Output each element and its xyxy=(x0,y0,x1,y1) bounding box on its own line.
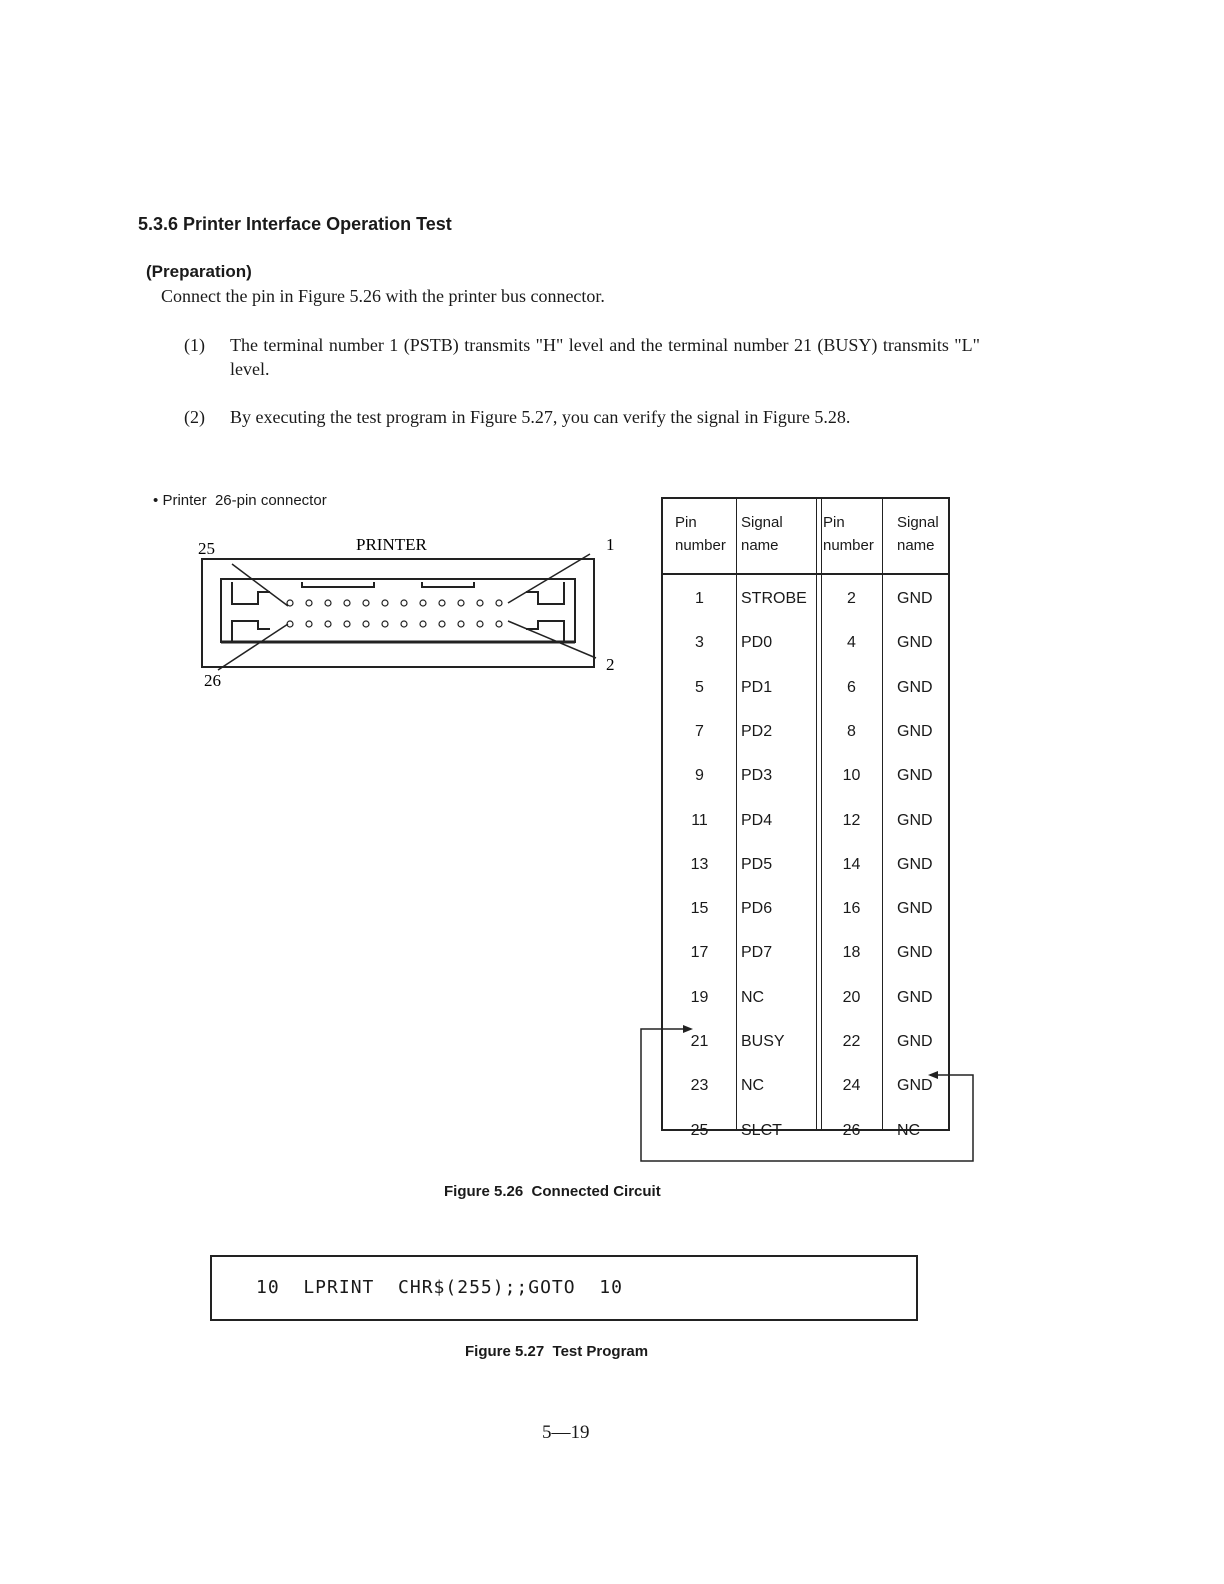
step-number: (2) xyxy=(184,407,205,427)
test-program-code: 10 LPRINT CHR$(255);;GOTO 10 xyxy=(256,1277,623,1298)
pin-number-cell: 22 xyxy=(842,1033,861,1050)
arrow-to-pin-21 xyxy=(683,1025,693,1033)
pin-number-cell: 9 xyxy=(695,767,704,785)
pin-hole xyxy=(458,600,464,606)
pin-hole xyxy=(496,621,502,627)
signal-name-cell: NC xyxy=(897,1121,921,1139)
signal-name-cell: GND xyxy=(897,590,933,607)
signal-name-cell: GND xyxy=(897,722,933,740)
pin-number-cell: 4 xyxy=(847,634,856,652)
pin-number-cell: 10 xyxy=(842,767,861,785)
preparation-text: Connect the pin in Figure 5.26 with the printer bus connector. xyxy=(161,286,605,306)
pin-number-cell: 2 xyxy=(847,590,856,607)
latch-bottom-left xyxy=(232,621,270,641)
signal-name-cell: GND xyxy=(897,1033,933,1050)
signal-name-cell: GND xyxy=(897,767,933,785)
signal-name-cell: GND xyxy=(897,1077,933,1095)
signal-name-cell: GND xyxy=(897,634,933,652)
signal-name-cell: STROBE xyxy=(741,590,807,607)
pin-number-cell: 5 xyxy=(695,678,704,696)
latch-top-right xyxy=(526,582,564,604)
pin-label-25: 25 xyxy=(198,539,215,558)
pin-hole xyxy=(382,621,388,627)
signal-name-cell: PD5 xyxy=(741,855,773,873)
pin-label-26: 26 xyxy=(204,671,221,690)
pin-number-cell: 15 xyxy=(690,900,709,918)
header-signal-name-2: Signal name xyxy=(897,514,939,554)
pin-hole xyxy=(420,600,426,606)
step-text: The terminal number 1 (PSTB) transmits "H" level and the terminal number 21 (BUSY) transmits "L" level. xyxy=(230,335,980,379)
connector-caption-text: Printer 26-pin connector xyxy=(162,492,327,509)
pin-hole xyxy=(382,600,388,606)
key-slot-left xyxy=(302,582,374,587)
pin-hole xyxy=(344,600,350,606)
pin-number-cell: 7 xyxy=(695,722,704,740)
pin-number-cell: 3 xyxy=(695,634,704,652)
pin-number-cell: 6 xyxy=(847,678,856,696)
signal-name-cell: NC xyxy=(741,1077,765,1095)
test-program-box xyxy=(210,1255,918,1321)
leader-2 xyxy=(508,621,596,658)
pin-hole xyxy=(439,600,445,606)
pin-label-2: 2 xyxy=(606,655,615,674)
step-number: (1) xyxy=(184,335,205,355)
signal-name-cell: PD0 xyxy=(741,634,773,652)
pin-number-cell: 12 xyxy=(842,811,861,829)
figure-5-26-caption: Figure 5.26 Connected Circuit xyxy=(444,1183,661,1200)
signal-name-cell: GND xyxy=(897,944,933,962)
pin-number-cell: 18 xyxy=(842,944,861,962)
signal-name-cell: PD3 xyxy=(741,767,773,785)
signal-name-cell: PD4 xyxy=(741,811,773,829)
pin-number-cell: 8 xyxy=(847,722,856,740)
pin-hole xyxy=(401,621,407,627)
signal-name-cell: GND xyxy=(897,988,933,1006)
pin-number-cell: 11 xyxy=(691,811,708,829)
pin-hole xyxy=(306,621,312,627)
key-slot-right xyxy=(422,582,474,587)
signal-name-cell: GND xyxy=(897,900,933,918)
pin-number-cell: 13 xyxy=(690,855,709,873)
pin-number-cell: 1 xyxy=(695,590,704,607)
pin-number-cell: 20 xyxy=(842,988,861,1006)
leader-25 xyxy=(232,564,288,606)
page-number: 5—19 xyxy=(542,1422,590,1443)
signal-name-cell: BUSY xyxy=(741,1033,785,1050)
header-pin-number-1: Pin number xyxy=(675,514,726,554)
signal-name-cell: SLCT xyxy=(741,1121,782,1139)
pin-hole xyxy=(325,621,331,627)
pin-hole xyxy=(344,621,350,627)
pin-hole xyxy=(439,621,445,627)
pin-hole xyxy=(325,600,331,606)
connector-housing xyxy=(202,559,594,667)
arrow-to-pin-24 xyxy=(928,1071,938,1079)
signal-name-cell: PD6 xyxy=(741,900,773,918)
pin-hole xyxy=(363,600,369,606)
figure-5-27-caption: Figure 5.27 Test Program xyxy=(465,1343,649,1360)
signal-name-cell: PD2 xyxy=(741,722,773,740)
signal-name-cell: NC xyxy=(741,988,765,1006)
signal-name-cell: GND xyxy=(897,811,933,829)
jumper-wire xyxy=(635,1020,980,1170)
pin-hole xyxy=(458,621,464,627)
pin-label-1: 1 xyxy=(606,535,615,554)
pin-number-cell: 19 xyxy=(690,988,709,1006)
pin-hole xyxy=(477,600,483,606)
header-signal-name-1: Signal name xyxy=(741,514,783,554)
section-title: 5.3.6 Printer Interface Operation Test xyxy=(138,214,452,234)
pin-number-cell: 26 xyxy=(842,1121,861,1139)
signal-name-cell: GND xyxy=(897,678,933,696)
preparation-heading: (Preparation) xyxy=(146,262,252,281)
latch-top-left xyxy=(232,582,270,604)
pin-number-cell: 14 xyxy=(842,855,861,873)
pin-number-cell: 24 xyxy=(842,1077,861,1095)
pin-number-cell: 21 xyxy=(690,1033,709,1050)
pin-hole xyxy=(363,621,369,627)
signal-name-cell: PD1 xyxy=(741,678,773,696)
connector-diagram xyxy=(190,530,630,695)
pin-hole xyxy=(420,621,426,627)
pin-number-cell: 23 xyxy=(690,1077,709,1095)
pin-number-cell: 16 xyxy=(842,900,861,918)
step-text: By executing the test program in Figure 5.27, you can verify the signal in Figure 5.28. xyxy=(230,407,851,427)
pin-holes xyxy=(287,600,502,627)
bullet: • xyxy=(153,492,159,509)
pin-hole xyxy=(401,600,407,606)
header-pin-number-2: Pin number xyxy=(823,514,874,554)
printer-label: PRINTER xyxy=(356,535,427,554)
pin-hole xyxy=(496,600,502,606)
signal-name-cell: PD7 xyxy=(741,944,773,962)
leader-26 xyxy=(218,624,288,670)
pin-number-cell: 25 xyxy=(690,1121,709,1139)
connector-caption xyxy=(153,492,327,509)
pin-hole xyxy=(306,600,312,606)
pin-hole xyxy=(477,621,483,627)
signal-name-cell: GND xyxy=(897,855,933,873)
pin-number-cell: 17 xyxy=(690,944,709,962)
